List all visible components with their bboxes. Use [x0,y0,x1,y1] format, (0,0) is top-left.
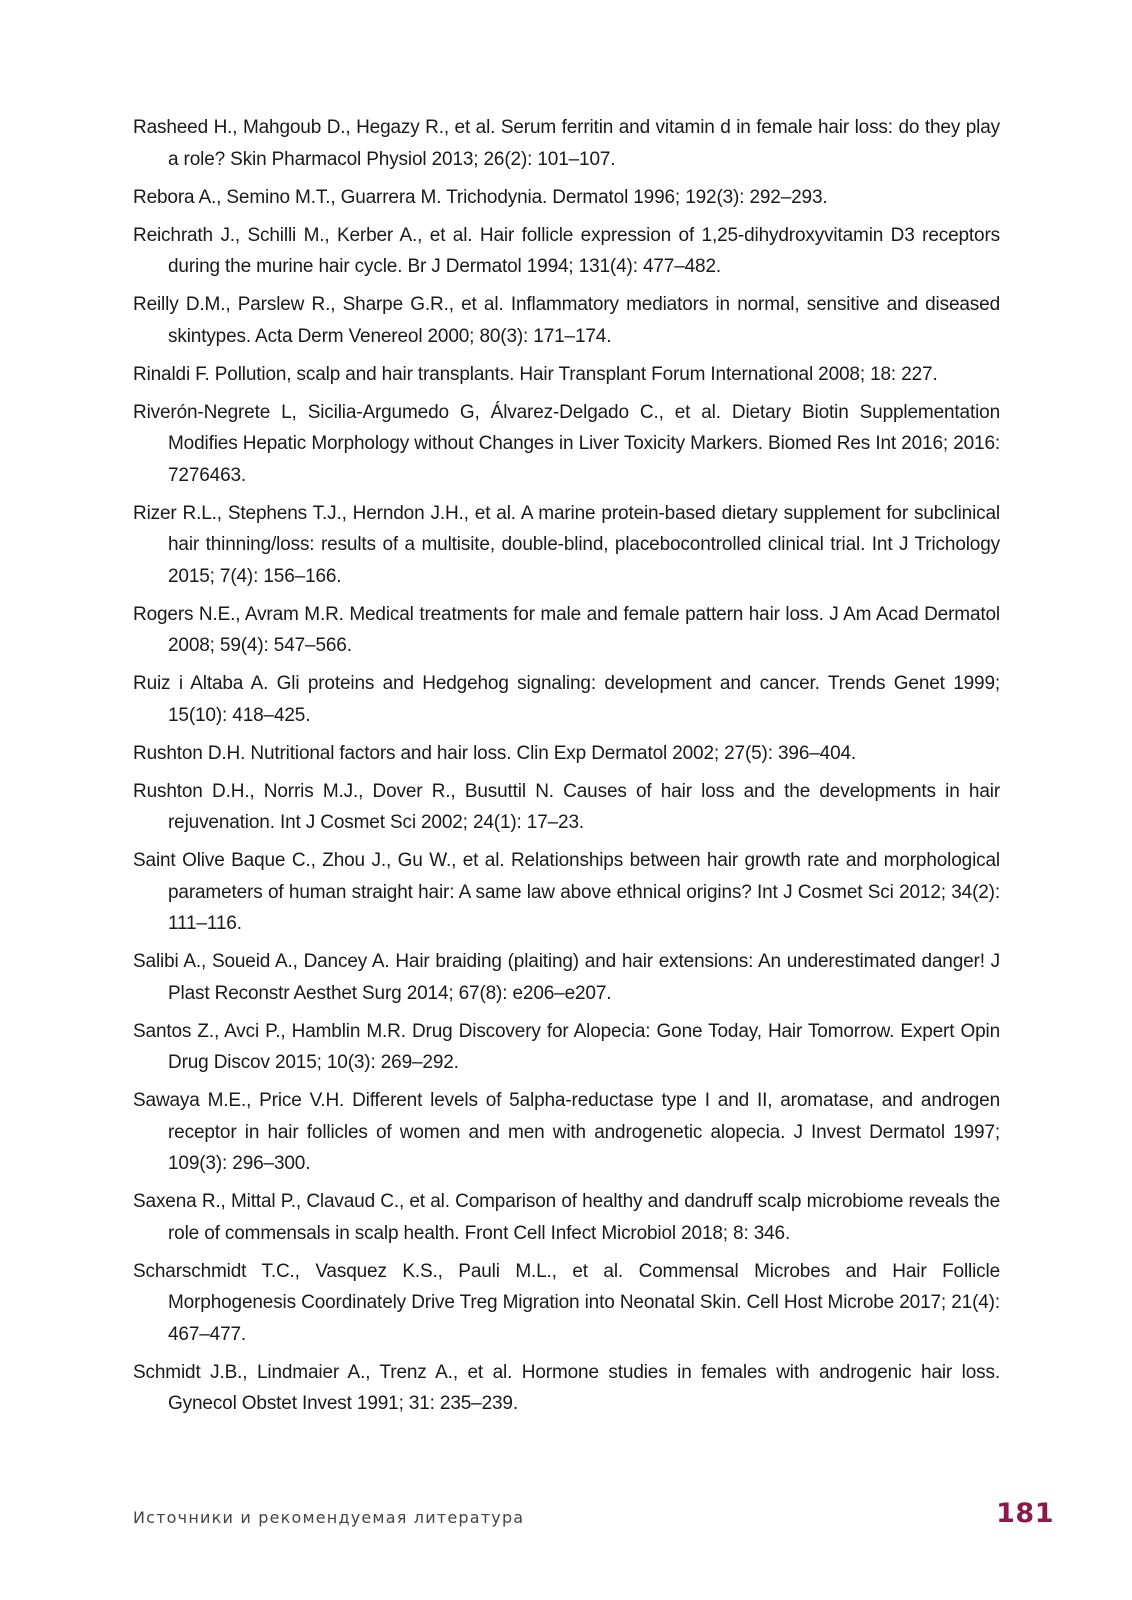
reference-entry: Reichrath J., Schilli M., Kerber A., et al. Hair follicle expression of 1,25-dihydroxyvitamin D3 receptors during the murine hair cycle. Br J Dermatol 1994; 131(4): 477–482. [133,224,1000,277]
reference-entry: Rinaldi F. Pollution, scalp and hair transplants. Hair Transplant Forum International 2008; 18: 227. [133,363,938,385]
reference-entry: Rushton D.H. Nutritional factors and hair loss. Clin Exp Dermatol 2002; 27(5): 396–404. [133,742,857,764]
running-footer-title: Источники и рекомендуемая литература [133,1508,525,1527]
reference-entry: Rizer R.L., Stephens T.J., Herndon J.H., et al. A marine protein-based dietary supplement for subclinical hair thinning/loss: results of a multisite, double-blind, placebocontrolled clinical trial. Int J Trichology 2015; 7(4): 156–166. [133,502,1000,587]
reference-entry: Ruiz i Altaba A. Gli proteins and Hedgehog signaling: development and cancer. Trends Genet 1999; 15(10): 418–425. [133,673,1000,726]
reference-list [133,112,1000,1426]
reference-entry: Saint Olive Baque C., Zhou J., Gu W., et al. Relationships between hair growth rate and morphological parameters of human straight hair: A same law above ethnical origins? Int J Cosmet Sci 2012; 34(2): 111–116. [133,850,1000,934]
reference-entry: Saxena R., Mittal P., Clavaud C., et al. Comparison of healthy and dandruff scalp microbiome reveals the role of commensals in scalp health. Front Cell Infect Microbiol 2018; 8: 346. [133,1191,1000,1244]
reference-entry: Schmidt J.B., Lindmaier A., Trenz A., et al. Hormone studies in females with androgenic hair loss. Gynecol Obstet Invest 1991; 31: 235–239. [133,1361,1000,1414]
reference-entry: Reilly D.M., Parslew R., Sharpe G.R., et al. Inflammatory mediators in normal, sensitive and diseased skintypes. Acta Derm Venereol 2000; 80(3): 171–174. [133,294,1000,347]
reference-entry: Sawaya M.E., Price V.H. Different levels of 5alpha-reductase type I and II, aromatase, and androgen receptor in hair follicles of women and men with androgenetic alopecia. J Invest Dermatol 1997; 109(3): 296–300. [133,1090,1000,1174]
reference-entry: Rasheed H., Mahgoub D., Hegazy R., et al. Serum ferritin and vitamin d in female hair loss: do they play a role? Skin Pharmacol Physiol 2013; 26(2): 101–107. [133,117,1000,170]
reference-entry: Rushton D.H., Norris M.J., Dover R., Busuttil N. Causes of hair loss and the developments in hair rejuvenation. Int J Cosmet Sci 2002; 24(1): 17–23. [133,780,1000,833]
reference-entry: Salibi A., Soueid A., Dancey A. Hair braiding (plaiting) and hair extensions: An underestimated danger! J Plast Reconstr Aesthet Surg 2014; 67(8): e206–e207. [133,951,1000,1004]
reference-entry: Rebora A., Semino M.T., Guarrera M. Trichodynia. Dermatol 1996; 192(3): 292–293. [133,186,828,208]
reference-entry: Riverón-Negrete L, Sicilia-Argumedo G, Álvarez-Delgado C., et al. Dietary Biotin Supplementation Modifies Hepatic Morphology without Changes in Liver Toxicity Markers. Biomed Res Int 2016; 2016: 7276463. [133,401,1000,486]
reference-entry: Scharschmidt T.C., Vasquez K.S., Pauli M.L., et al. Commensal Microbes and Hair Follicle Morphogenesis Coordinately Drive Treg Migration into Neonatal Skin. Cell Host Microbe 2017; 21(4): 467–477. [133,1260,1000,1345]
page-number: 181 [996,1498,1054,1529]
reference-entry: Rogers N.E., Avram M.R. Medical treatments for male and female pattern hair loss. J Am Acad Dermatol 2008; 59(4): 547–566. [133,603,1000,656]
reference-entry: Santos Z., Avci P., Hamblin M.R. Drug Discovery for Alopecia: Gone Today, Hair Tomorrow. Expert Opin Drug Discov 2015; 10(3): 269–292. [133,1020,1000,1073]
